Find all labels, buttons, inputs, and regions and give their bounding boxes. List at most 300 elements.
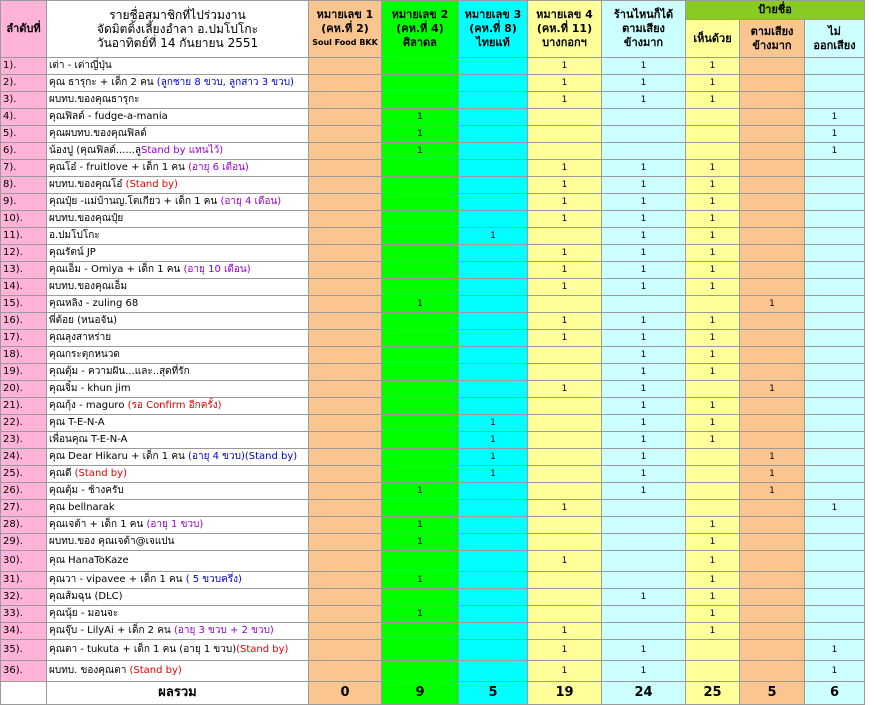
vote-cell[interactable] [459, 160, 528, 177]
vote-cell[interactable] [309, 92, 382, 109]
vote-cell[interactable] [382, 661, 459, 682]
member-name[interactable] [47, 381, 309, 398]
vote-cell[interactable]: 1 [686, 572, 740, 589]
vote-cell[interactable] [740, 313, 805, 330]
vote-cell[interactable]: 1 [382, 143, 459, 160]
vote-cell[interactable] [602, 551, 686, 572]
total-cell[interactable]: 5 [459, 682, 528, 705]
vote-cell[interactable]: 1 [602, 228, 686, 245]
vote-cell[interactable]: 1 [528, 313, 602, 330]
vote-cell[interactable] [740, 415, 805, 432]
vote-cell[interactable] [309, 296, 382, 313]
total-cell[interactable]: 5 [740, 682, 805, 705]
vote-cell[interactable] [805, 398, 865, 415]
vote-cell[interactable]: 1 [528, 330, 602, 347]
vote-cell[interactable]: 1 [686, 160, 740, 177]
vote-cell[interactable] [740, 572, 805, 589]
vote-cell[interactable]: 1 [602, 589, 686, 606]
vote-cell[interactable] [740, 551, 805, 572]
vote-cell[interactable] [309, 160, 382, 177]
member-name[interactable] [47, 589, 309, 606]
total-cell[interactable]: 24 [602, 682, 686, 705]
row-index[interactable]: 34). [1, 623, 47, 640]
vote-cell[interactable]: 1 [459, 466, 528, 483]
vote-cell[interactable] [740, 398, 805, 415]
vote-cell[interactable]: 1 [686, 262, 740, 279]
vote-cell[interactable] [805, 432, 865, 449]
member-name[interactable] [47, 75, 309, 92]
member-name[interactable] [47, 194, 309, 211]
vote-cell[interactable] [740, 211, 805, 228]
row-index[interactable]: 28). [1, 517, 47, 534]
vote-cell[interactable] [382, 228, 459, 245]
member-name[interactable] [47, 640, 309, 661]
vote-cell[interactable] [382, 364, 459, 381]
vote-cell[interactable] [459, 313, 528, 330]
row-index[interactable]: 11). [1, 228, 47, 245]
vote-cell[interactable] [686, 296, 740, 313]
row-index[interactable]: 22). [1, 415, 47, 432]
vote-cell[interactable]: 1 [528, 623, 602, 640]
row-index[interactable]: 32). [1, 589, 47, 606]
vote-cell[interactable] [459, 92, 528, 109]
vote-cell[interactable]: 1 [805, 500, 865, 517]
vote-cell[interactable] [309, 279, 382, 296]
vote-cell[interactable]: 1 [602, 661, 686, 682]
vote-cell[interactable] [528, 572, 602, 589]
row-index[interactable]: 13). [1, 262, 47, 279]
vote-cell[interactable]: 1 [382, 109, 459, 126]
vote-cell[interactable]: 1 [805, 143, 865, 160]
vote-cell[interactable] [309, 381, 382, 398]
vote-cell[interactable] [309, 177, 382, 194]
row-index[interactable]: 26). [1, 483, 47, 500]
vote-cell[interactable] [528, 517, 602, 534]
member-name[interactable] [47, 279, 309, 296]
vote-cell[interactable] [740, 534, 805, 551]
vote-cell[interactable] [740, 347, 805, 364]
vote-cell[interactable]: 1 [602, 330, 686, 347]
vote-cell[interactable]: 1 [686, 177, 740, 194]
row-index[interactable]: 7). [1, 160, 47, 177]
vote-cell[interactable] [686, 500, 740, 517]
vote-cell[interactable] [686, 449, 740, 466]
member-name[interactable] [47, 126, 309, 143]
vote-cell[interactable] [382, 194, 459, 211]
sum-spacer[interactable] [1, 682, 47, 705]
vote-cell[interactable] [805, 245, 865, 262]
row-index[interactable]: 20). [1, 381, 47, 398]
vote-cell[interactable] [459, 330, 528, 347]
vote-cell[interactable]: 1 [382, 126, 459, 143]
corner-label[interactable]: ลำดับที่ [1, 1, 47, 58]
vote-cell[interactable]: 1 [686, 330, 740, 347]
vote-cell[interactable] [805, 415, 865, 432]
row-index[interactable]: 35). [1, 640, 47, 661]
vote-cell[interactable] [309, 228, 382, 245]
vote-cell[interactable] [805, 449, 865, 466]
vote-cell[interactable]: 1 [686, 228, 740, 245]
vote-cell[interactable]: 1 [805, 640, 865, 661]
member-name[interactable] [47, 330, 309, 347]
vote-cell[interactable] [309, 572, 382, 589]
vote-cell[interactable] [805, 483, 865, 500]
vote-cell[interactable]: 1 [528, 92, 602, 109]
vote-cell[interactable]: 1 [805, 109, 865, 126]
vote-cell[interactable]: 1 [528, 58, 602, 75]
vote-cell[interactable] [382, 589, 459, 606]
row-index[interactable]: 31). [1, 572, 47, 589]
vote-cell[interactable] [805, 534, 865, 551]
member-name[interactable] [47, 415, 309, 432]
row-index[interactable]: 15). [1, 296, 47, 313]
vote-cell[interactable]: 1 [602, 211, 686, 228]
vote-cell[interactable] [740, 75, 805, 92]
member-name[interactable] [47, 661, 309, 682]
member-name[interactable] [47, 534, 309, 551]
vote-cell[interactable] [309, 623, 382, 640]
vote-cell[interactable] [528, 398, 602, 415]
vote-cell[interactable] [309, 245, 382, 262]
member-name[interactable] [47, 211, 309, 228]
total-cell[interactable]: 9 [382, 682, 459, 705]
vote-cell[interactable]: 1 [602, 347, 686, 364]
total-label[interactable]: ผลรวม [47, 682, 309, 705]
vote-cell[interactable] [740, 109, 805, 126]
vote-cell[interactable] [740, 177, 805, 194]
vote-cell[interactable]: 1 [602, 432, 686, 449]
vote-cell[interactable]: 1 [602, 640, 686, 661]
member-name[interactable] [47, 228, 309, 245]
vote-cell[interactable] [805, 313, 865, 330]
vote-cell[interactable] [528, 364, 602, 381]
vote-cell[interactable] [528, 432, 602, 449]
row-index[interactable]: 24). [1, 449, 47, 466]
member-name[interactable] [47, 466, 309, 483]
vote-cell[interactable] [459, 517, 528, 534]
member-name[interactable] [47, 109, 309, 126]
vote-cell[interactable]: 1 [602, 449, 686, 466]
vote-cell[interactable] [459, 661, 528, 682]
vote-cell[interactable] [740, 143, 805, 160]
vote-cell[interactable]: 1 [686, 245, 740, 262]
vote-cell[interactable] [459, 500, 528, 517]
vote-cell[interactable]: 1 [528, 661, 602, 682]
vote-cell[interactable]: 1 [602, 313, 686, 330]
member-name[interactable] [47, 347, 309, 364]
vote-cell[interactable] [309, 75, 382, 92]
vote-cell[interactable] [805, 177, 865, 194]
vote-cell[interactable] [309, 398, 382, 415]
row-index[interactable]: 23). [1, 432, 47, 449]
row-index[interactable]: 9). [1, 194, 47, 211]
vote-cell[interactable]: 1 [686, 313, 740, 330]
member-name[interactable] [47, 572, 309, 589]
vote-cell[interactable]: 1 [528, 262, 602, 279]
vote-cell[interactable]: 1 [602, 483, 686, 500]
vote-cell[interactable]: 1 [602, 381, 686, 398]
vote-cell[interactable]: 1 [602, 177, 686, 194]
row-index[interactable]: 5). [1, 126, 47, 143]
vote-cell[interactable] [459, 347, 528, 364]
vote-cell[interactable] [740, 279, 805, 296]
vote-cell[interactable] [309, 330, 382, 347]
member-name[interactable] [47, 623, 309, 640]
member-name[interactable] [47, 177, 309, 194]
vote-cell[interactable]: 1 [382, 606, 459, 623]
member-name[interactable] [47, 398, 309, 415]
vote-cell[interactable]: 1 [686, 279, 740, 296]
row-index[interactable]: 30). [1, 551, 47, 572]
vote-cell[interactable] [528, 126, 602, 143]
row-index[interactable]: 16). [1, 313, 47, 330]
vote-cell[interactable] [309, 262, 382, 279]
vote-cell[interactable] [309, 313, 382, 330]
vote-cell[interactable] [459, 58, 528, 75]
vote-cell[interactable] [309, 483, 382, 500]
vote-cell[interactable] [382, 160, 459, 177]
vote-cell[interactable]: 1 [740, 466, 805, 483]
vote-cell[interactable] [602, 109, 686, 126]
vote-cell[interactable] [459, 381, 528, 398]
vote-cell[interactable] [459, 279, 528, 296]
vote-cell[interactable] [528, 347, 602, 364]
vote-cell[interactable] [602, 606, 686, 623]
vote-cell[interactable]: 1 [528, 245, 602, 262]
vote-cell[interactable]: 1 [459, 415, 528, 432]
vote-cell[interactable]: 1 [686, 517, 740, 534]
vote-cell[interactable]: 1 [602, 398, 686, 415]
vote-cell[interactable] [459, 109, 528, 126]
vote-cell[interactable]: 1 [528, 194, 602, 211]
vote-cell[interactable]: 1 [528, 211, 602, 228]
vote-cell[interactable]: 1 [382, 534, 459, 551]
vote-cell[interactable]: 1 [602, 58, 686, 75]
row-index[interactable]: 3). [1, 92, 47, 109]
member-name[interactable] [47, 160, 309, 177]
vote-cell[interactable] [528, 534, 602, 551]
vote-cell[interactable] [740, 330, 805, 347]
vote-cell[interactable] [740, 640, 805, 661]
vote-cell[interactable]: 1 [382, 483, 459, 500]
total-cell[interactable]: 25 [686, 682, 740, 705]
vote-cell[interactable]: 1 [528, 551, 602, 572]
vote-cell[interactable]: 1 [528, 279, 602, 296]
vote-cell[interactable]: 1 [382, 296, 459, 313]
vote-cell[interactable] [805, 262, 865, 279]
vote-cell[interactable]: 1 [602, 262, 686, 279]
vote-cell[interactable] [686, 483, 740, 500]
vote-cell[interactable] [686, 126, 740, 143]
vote-cell[interactable]: 1 [686, 211, 740, 228]
vote-cell[interactable] [805, 92, 865, 109]
vote-cell[interactable]: 1 [686, 589, 740, 606]
vote-cell[interactable]: 1 [805, 126, 865, 143]
vote-cell[interactable] [740, 364, 805, 381]
vote-cell[interactable] [740, 92, 805, 109]
member-name[interactable] [47, 517, 309, 534]
row-index[interactable]: 19). [1, 364, 47, 381]
vote-cell[interactable] [382, 58, 459, 75]
vote-cell[interactable]: 1 [528, 160, 602, 177]
row-index[interactable]: 27). [1, 500, 47, 517]
vote-cell[interactable]: 1 [602, 194, 686, 211]
vote-cell[interactable] [805, 279, 865, 296]
row-index[interactable]: 25). [1, 466, 47, 483]
vote-cell[interactable] [459, 606, 528, 623]
vote-cell[interactable] [805, 381, 865, 398]
vote-cell[interactable]: 1 [528, 381, 602, 398]
vote-cell[interactable] [740, 262, 805, 279]
row-index[interactable]: 18). [1, 347, 47, 364]
vote-cell[interactable] [740, 160, 805, 177]
column-header-1[interactable] [309, 1, 382, 58]
vote-cell[interactable] [309, 661, 382, 682]
vote-cell[interactable] [740, 606, 805, 623]
vote-cell[interactable] [382, 262, 459, 279]
row-index[interactable]: 21). [1, 398, 47, 415]
vote-cell[interactable] [382, 640, 459, 661]
vote-cell[interactable] [382, 623, 459, 640]
vote-cell[interactable] [805, 589, 865, 606]
vote-cell[interactable] [528, 296, 602, 313]
vote-cell[interactable] [602, 126, 686, 143]
member-name[interactable] [47, 262, 309, 279]
vote-cell[interactable]: 1 [602, 466, 686, 483]
row-index[interactable]: 4). [1, 109, 47, 126]
vote-cell[interactable] [309, 194, 382, 211]
vote-cell[interactable] [382, 92, 459, 109]
vote-cell[interactable] [740, 623, 805, 640]
vote-cell[interactable] [686, 143, 740, 160]
vote-cell[interactable]: 1 [602, 364, 686, 381]
vote-cell[interactable] [309, 347, 382, 364]
vote-cell[interactable] [528, 606, 602, 623]
vote-cell[interactable] [805, 330, 865, 347]
vote-cell[interactable] [805, 606, 865, 623]
vote-cell[interactable] [459, 640, 528, 661]
vote-cell[interactable] [382, 500, 459, 517]
vote-cell[interactable] [686, 640, 740, 661]
total-cell[interactable]: 6 [805, 682, 865, 705]
vote-cell[interactable]: 1 [740, 296, 805, 313]
vote-cell[interactable] [740, 58, 805, 75]
vote-cell[interactable] [740, 589, 805, 606]
vote-cell[interactable] [805, 75, 865, 92]
vote-cell[interactable] [459, 211, 528, 228]
vote-cell[interactable] [686, 661, 740, 682]
member-name[interactable] [47, 364, 309, 381]
vote-cell[interactable] [740, 517, 805, 534]
row-index[interactable]: 17). [1, 330, 47, 347]
vote-cell[interactable] [459, 551, 528, 572]
vote-cell[interactable] [805, 466, 865, 483]
member-name[interactable] [47, 432, 309, 449]
vote-cell[interactable] [602, 500, 686, 517]
vote-cell[interactable] [382, 432, 459, 449]
vote-cell[interactable]: 1 [602, 160, 686, 177]
total-cell[interactable]: 0 [309, 682, 382, 705]
vote-cell[interactable] [459, 296, 528, 313]
vote-cell[interactable]: 1 [740, 381, 805, 398]
vote-cell[interactable] [602, 534, 686, 551]
vote-cell[interactable] [686, 381, 740, 398]
vote-cell[interactable]: 1 [686, 58, 740, 75]
vote-cell[interactable] [382, 381, 459, 398]
vote-cell[interactable] [528, 228, 602, 245]
vote-cell[interactable] [459, 589, 528, 606]
row-index[interactable]: 29). [1, 534, 47, 551]
vote-cell[interactable] [309, 211, 382, 228]
vote-cell[interactable] [740, 245, 805, 262]
vote-cell[interactable] [602, 517, 686, 534]
vote-cell[interactable] [309, 449, 382, 466]
vote-cell[interactable] [459, 623, 528, 640]
member-name[interactable] [47, 551, 309, 572]
vote-cell[interactable]: 1 [686, 364, 740, 381]
vote-cell[interactable] [805, 58, 865, 75]
vote-cell[interactable] [459, 194, 528, 211]
vote-cell[interactable] [382, 211, 459, 228]
vote-cell[interactable] [686, 109, 740, 126]
member-name[interactable] [47, 500, 309, 517]
vote-cell[interactable] [686, 466, 740, 483]
vote-cell[interactable]: 1 [459, 432, 528, 449]
vote-cell[interactable]: 1 [805, 661, 865, 682]
vote-cell[interactable]: 1 [602, 75, 686, 92]
vote-cell[interactable] [309, 109, 382, 126]
member-name[interactable] [47, 483, 309, 500]
vote-cell[interactable] [740, 228, 805, 245]
vote-cell[interactable] [602, 143, 686, 160]
vote-cell[interactable] [528, 109, 602, 126]
vote-cell[interactable] [459, 483, 528, 500]
vote-cell[interactable]: 1 [602, 279, 686, 296]
vote-cell[interactable] [309, 606, 382, 623]
row-index[interactable]: 10). [1, 211, 47, 228]
member-name[interactable] [47, 296, 309, 313]
vote-cell[interactable]: 1 [686, 534, 740, 551]
vote-cell[interactable]: 1 [740, 483, 805, 500]
vote-cell[interactable]: 1 [686, 75, 740, 92]
column-header-4[interactable] [528, 1, 602, 58]
vote-cell[interactable] [382, 398, 459, 415]
vote-cell[interactable]: 1 [686, 194, 740, 211]
name-tag-group-title[interactable]: ป้ายชื่อ [686, 1, 865, 20]
vote-cell[interactable]: 1 [740, 449, 805, 466]
vote-cell[interactable] [309, 364, 382, 381]
vote-cell[interactable] [382, 415, 459, 432]
column-header-8[interactable] [805, 20, 865, 58]
vote-cell[interactable] [309, 500, 382, 517]
vote-cell[interactable] [309, 466, 382, 483]
vote-cell[interactable] [382, 279, 459, 296]
vote-cell[interactable] [382, 347, 459, 364]
member-name[interactable] [47, 313, 309, 330]
row-index[interactable]: 12). [1, 245, 47, 262]
vote-cell[interactable] [805, 194, 865, 211]
vote-cell[interactable] [382, 177, 459, 194]
vote-cell[interactable]: 1 [686, 551, 740, 572]
vote-cell[interactable]: 1 [459, 228, 528, 245]
vote-cell[interactable] [382, 75, 459, 92]
vote-cell[interactable]: 1 [528, 640, 602, 661]
vote-cell[interactable] [602, 296, 686, 313]
vote-cell[interactable] [459, 262, 528, 279]
vote-cell[interactable] [528, 449, 602, 466]
vote-cell[interactable] [459, 75, 528, 92]
column-header-6[interactable] [686, 20, 740, 58]
